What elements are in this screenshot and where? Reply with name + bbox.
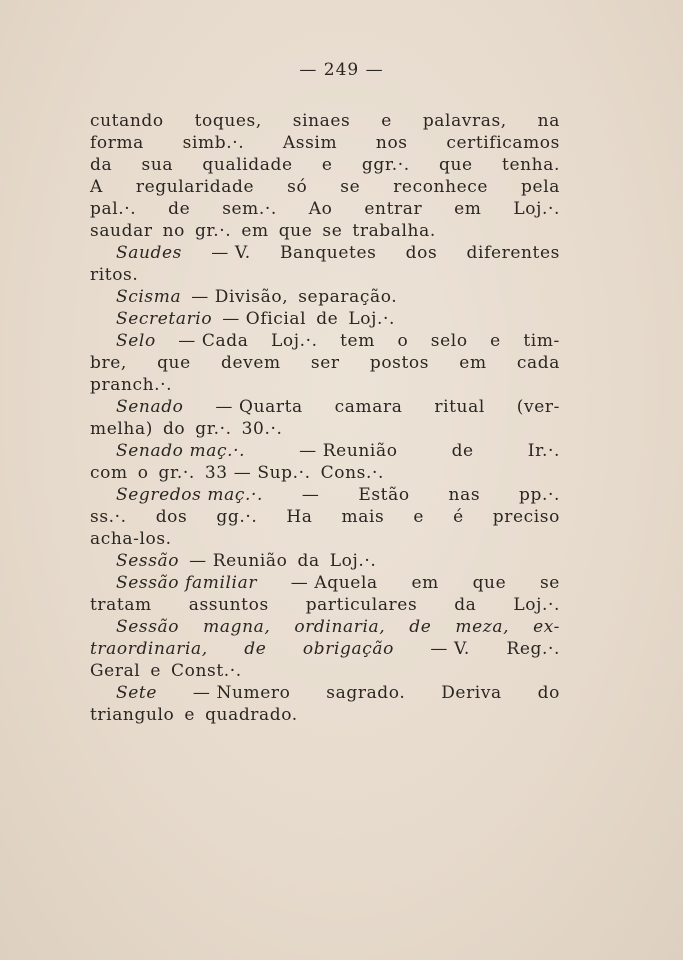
glossary-text xyxy=(90,110,560,726)
word: Const.·. xyxy=(171,661,242,681)
word: com xyxy=(90,463,128,483)
text-line xyxy=(90,132,560,154)
word: reconhece xyxy=(393,177,489,197)
text-line xyxy=(90,682,560,704)
word: Ha xyxy=(286,507,313,527)
entry-term: Segredos maç.·. xyxy=(116,485,264,505)
word: forma xyxy=(90,133,144,153)
word: cada xyxy=(516,353,560,373)
word: nas xyxy=(448,485,481,505)
word: e xyxy=(150,661,162,681)
word: cutando xyxy=(90,111,164,131)
text-line xyxy=(90,286,560,308)
word: trabalha. xyxy=(352,221,436,241)
word: pela xyxy=(521,177,560,197)
entry-term: ex- xyxy=(533,617,560,637)
word: nos xyxy=(375,133,408,153)
word: — V. xyxy=(211,243,251,263)
entry-term: Scisma xyxy=(116,287,182,307)
word: Ao xyxy=(308,199,333,219)
text-line xyxy=(90,616,560,638)
word: pranch.·. xyxy=(90,375,173,395)
word: mais xyxy=(341,507,385,527)
word: — Reunião xyxy=(299,441,398,461)
text-line xyxy=(90,572,560,594)
word: Assim xyxy=(282,133,338,153)
word: tem xyxy=(340,331,375,351)
word: Loj.·. xyxy=(513,199,560,219)
word: sua xyxy=(141,155,174,175)
text-line xyxy=(90,484,560,506)
word: e xyxy=(413,507,425,527)
text-line xyxy=(90,396,560,418)
word: — Cada xyxy=(178,331,249,351)
word: Loj.·. xyxy=(513,595,560,615)
word: quadrado. xyxy=(205,705,298,725)
word: que xyxy=(439,155,473,175)
word: da xyxy=(90,155,113,175)
word: entrar xyxy=(364,199,423,219)
word: se xyxy=(322,221,343,241)
text-line xyxy=(90,462,560,484)
word: de xyxy=(451,441,474,461)
word: sinaes xyxy=(292,111,351,131)
word: — xyxy=(301,485,320,505)
word: na xyxy=(537,111,560,131)
text-line xyxy=(90,638,560,660)
text-line xyxy=(90,704,560,726)
word: Loj.·. xyxy=(348,309,395,329)
entry-term: de xyxy=(409,617,432,637)
word: qualidade xyxy=(202,155,293,175)
text-line xyxy=(90,198,560,220)
word: Banquetes xyxy=(279,243,377,263)
text-line xyxy=(90,440,560,462)
word: Ir.·. xyxy=(527,441,560,461)
word: Estão xyxy=(358,485,410,505)
text-line xyxy=(90,330,560,352)
word: Reg.·. xyxy=(506,639,560,659)
text-line xyxy=(90,110,560,132)
entry-term: magna, xyxy=(203,617,271,637)
text-line xyxy=(90,264,560,286)
word: triangulo xyxy=(90,705,175,725)
word: pal.·. xyxy=(90,199,137,219)
word: em xyxy=(411,573,439,593)
word: tratam xyxy=(90,595,152,615)
word: que xyxy=(157,353,191,373)
word: (ver- xyxy=(516,397,560,417)
entry-term: Secretario xyxy=(116,309,213,329)
word: selo xyxy=(430,331,468,351)
entry-term: meza, xyxy=(455,617,510,637)
word: da xyxy=(454,595,477,615)
entry-term: Sete xyxy=(116,683,157,703)
word: — V. xyxy=(430,639,470,659)
word: sagrado. xyxy=(326,683,406,703)
word: sem.·. xyxy=(222,199,277,219)
word: bre, xyxy=(90,353,127,373)
word: dos xyxy=(405,243,438,263)
word: gg.·. xyxy=(216,507,258,527)
text-line xyxy=(90,594,560,616)
word: tenha. xyxy=(502,155,560,175)
word: que xyxy=(278,221,313,241)
word: e xyxy=(490,331,501,351)
word: se xyxy=(340,177,361,197)
word: regularidade xyxy=(135,177,255,197)
entry-term: Sessão xyxy=(116,617,180,637)
word: separação. xyxy=(298,287,398,307)
word: da xyxy=(297,551,320,571)
word: ggr.·. xyxy=(361,155,410,175)
entry-term: de xyxy=(244,639,267,659)
text-line xyxy=(90,154,560,176)
text-line xyxy=(90,660,560,682)
word: tim- xyxy=(523,331,560,351)
entry-term: Sessão xyxy=(116,551,180,571)
word: Deriva xyxy=(441,683,502,703)
word: certificamos xyxy=(446,133,560,153)
word: ritos. xyxy=(90,265,139,285)
word: assuntos xyxy=(188,595,269,615)
word: em xyxy=(454,199,482,219)
word: melha) xyxy=(90,419,153,439)
word: toques, xyxy=(194,111,262,131)
word: — Oficial xyxy=(222,309,307,329)
word: diferentes xyxy=(466,243,560,263)
entry-term: traordinaria, xyxy=(90,639,208,659)
word: só xyxy=(287,177,308,197)
word: ser xyxy=(310,353,340,373)
word: do xyxy=(537,683,560,703)
word: de xyxy=(168,199,191,219)
word: Geral xyxy=(90,661,141,681)
text-line xyxy=(90,176,560,198)
text-line xyxy=(90,506,560,528)
text-line xyxy=(90,374,560,396)
word: e xyxy=(321,155,333,175)
word: de xyxy=(316,309,339,329)
word: o xyxy=(137,463,149,483)
word: — Aquela xyxy=(290,573,378,593)
word: acha-los. xyxy=(90,529,172,549)
word: — Divisão, xyxy=(191,287,289,307)
word: simb.·. xyxy=(182,133,245,153)
word: — Numero xyxy=(192,683,291,703)
text-line xyxy=(90,528,560,550)
word: postos xyxy=(369,353,430,373)
text-line xyxy=(90,242,560,264)
page-number: — 249 — xyxy=(299,60,384,80)
word: e xyxy=(184,705,196,725)
word: gr.·. xyxy=(194,221,232,241)
word: particulares xyxy=(305,595,418,615)
text-line xyxy=(90,352,560,374)
word: em xyxy=(241,221,269,241)
text-line xyxy=(90,418,560,440)
word: ritual xyxy=(434,397,485,417)
word: — Reunião xyxy=(189,551,288,571)
text-line xyxy=(90,220,560,242)
entry-term: Selo xyxy=(116,331,156,351)
word: saudar xyxy=(90,221,153,241)
word: preciso xyxy=(492,507,560,527)
word: do xyxy=(162,419,186,439)
word: Loj.·. xyxy=(270,331,318,351)
entry-term: ordinaria, xyxy=(294,617,386,637)
word: gr.·. xyxy=(158,463,195,483)
text-line xyxy=(90,308,560,330)
word: 30.·. xyxy=(241,419,283,439)
word: A xyxy=(90,177,103,197)
word: palavras, xyxy=(422,111,507,131)
word: e xyxy=(381,111,392,131)
word: que xyxy=(472,573,507,593)
word: se xyxy=(539,573,560,593)
word: camara xyxy=(334,397,403,417)
entry-term: Senado xyxy=(116,397,184,417)
word: devem xyxy=(220,353,281,373)
word: o xyxy=(397,331,409,351)
word: pp.·. xyxy=(519,485,560,505)
word: dos xyxy=(155,507,188,527)
word: gr.·. xyxy=(195,419,232,439)
word: é xyxy=(453,507,464,527)
text-line xyxy=(90,550,560,572)
word: Loj.·. xyxy=(329,551,377,571)
word: ss.·. xyxy=(90,507,127,527)
entry-term: Senado maç.·. xyxy=(116,441,246,461)
entry-term: obrigação xyxy=(302,639,394,659)
word: — Quarta xyxy=(215,397,303,417)
entry-term: Sessão familiar xyxy=(116,573,258,593)
word: Cons.·. xyxy=(320,463,384,483)
word: no xyxy=(162,221,185,241)
entry-term: Saudes xyxy=(116,243,182,263)
word: em xyxy=(459,353,487,373)
word: 33 — Sup.·. xyxy=(204,463,311,483)
